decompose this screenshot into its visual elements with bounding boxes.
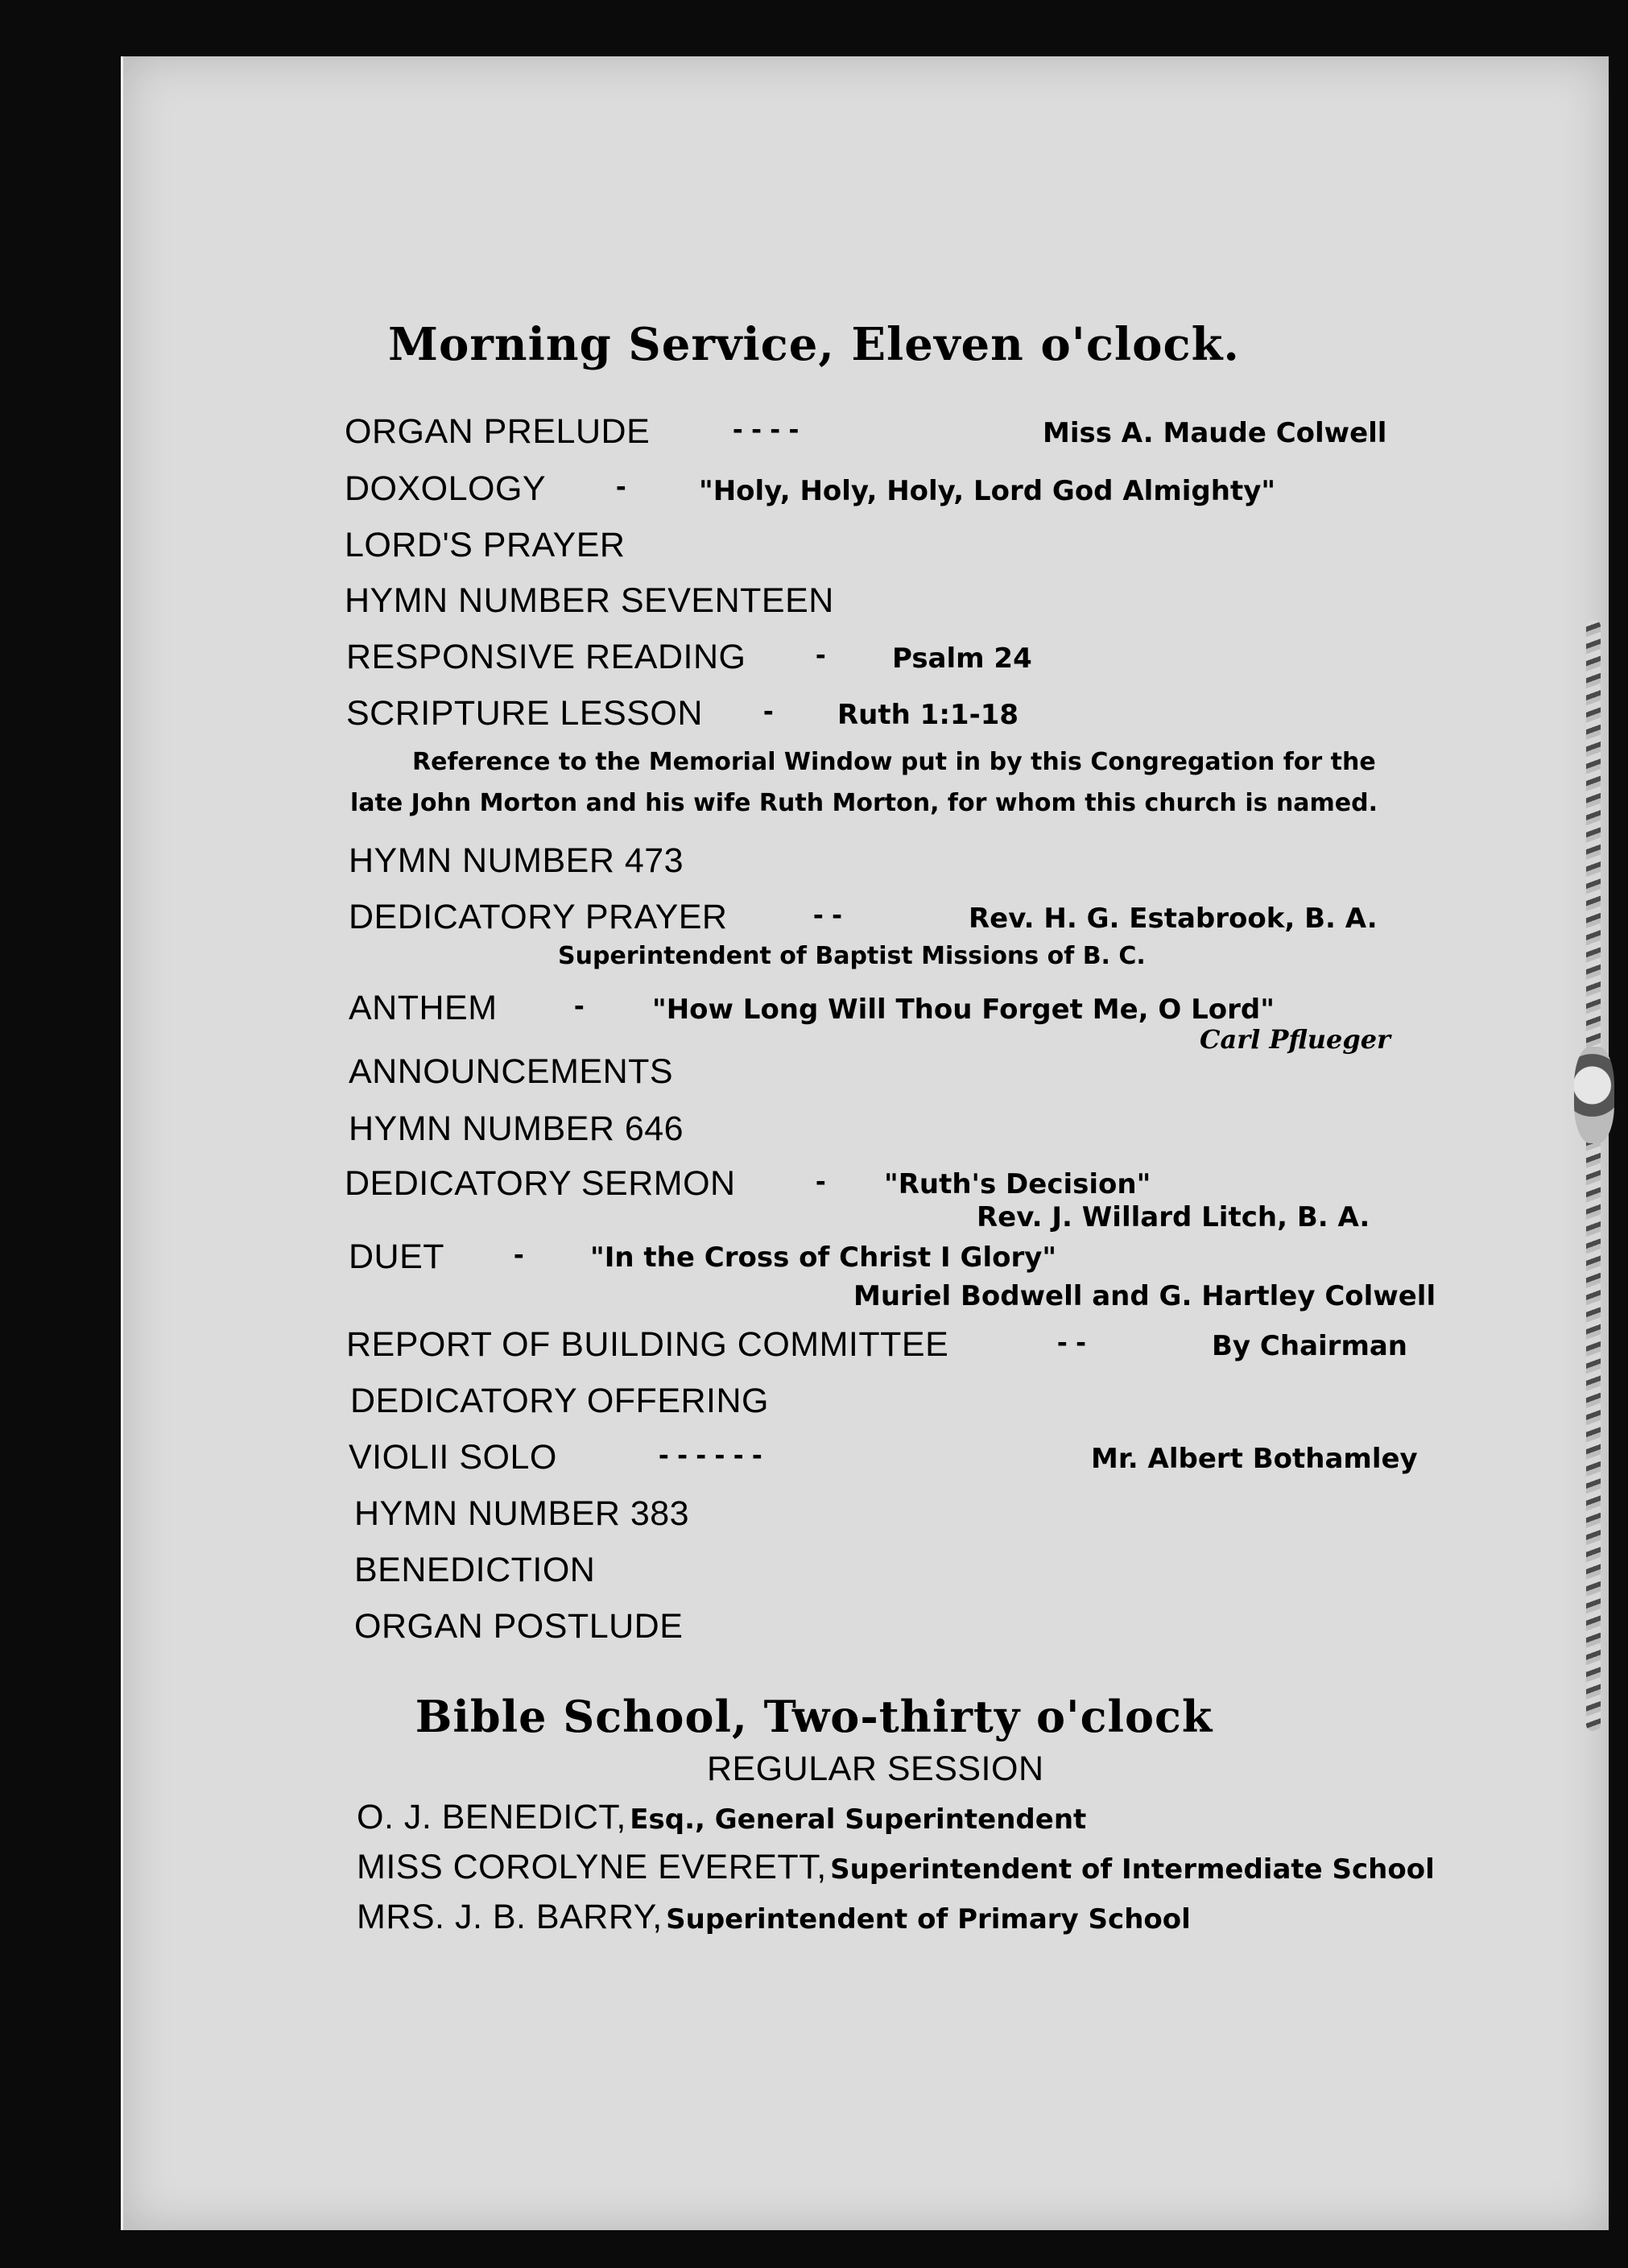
dedicatory-sermon-title: "Ruth's Decision" (884, 1168, 1151, 1200)
staff-name: O. J. BENEDICT, (357, 1798, 626, 1836)
building-committee-label: REPORT OF BUILDING COMMITTEE (346, 1325, 949, 1364)
responsive-reading-label: RESPONSIVE READING (346, 638, 746, 676)
organ-prelude-label: ORGAN PRELUDE (345, 412, 651, 451)
hymn-473-label: HYMN NUMBER 473 (349, 841, 684, 880)
organ-postlude-label: ORGAN POSTLUDE (354, 1607, 684, 1646)
duet-performers: Muriel Bodwell and G. Hartley Colwell (853, 1280, 1436, 1312)
violin-solo-performer: Mr. Albert Bothamley (1091, 1443, 1418, 1475)
organ-prelude-dashes: - - - - (733, 412, 800, 446)
benediction-label: BENEDICTION (354, 1551, 596, 1589)
duet-title: "In the Cross of Christ I Glory" (590, 1241, 1057, 1274)
binding-cord (1586, 620, 1601, 1731)
dedicatory-offering-label: DEDICATORY OFFERING (350, 1382, 769, 1420)
doxology-title: "Holy, Holy, Holy, Lord God Almighty" (699, 475, 1276, 507)
doxology-dash: - (616, 469, 626, 503)
duet-dash: - (514, 1237, 524, 1271)
memorial-note-line-1: Reference to the Memorial Window put in by this Congregation for the (412, 748, 1376, 776)
staff-row (357, 1848, 1435, 1887)
violin-solo-label: VIOLII SOLO (349, 1438, 557, 1477)
binding-knot (1574, 1047, 1614, 1143)
memorial-note-line-2: late John Morton and his wife Ruth Morton, for whom this church is named. (350, 789, 1378, 817)
violin-solo-dashes: - - - - - - (659, 1438, 762, 1472)
scripture-lesson-label: SCRIPTURE LESSON (346, 694, 703, 733)
staff-role: Esq., General Superintendent (630, 1803, 1087, 1836)
staff-row (357, 1898, 1191, 1937)
dedicatory-prayer-dashes: - - (813, 898, 842, 932)
organ-prelude-performer: Miss A. Maude Colwell (1043, 417, 1387, 449)
dedicatory-prayer-minister-title: Superintendent of Baptist Missions of B. C. (558, 942, 1146, 970)
bible-school-heading: Bible School, Two-thirty o'clock (415, 1691, 1213, 1742)
duet-label: DUET (349, 1237, 445, 1276)
dedicatory-sermon-dash: - (816, 1164, 826, 1198)
scripture-lesson-dash: - (763, 694, 774, 728)
anthem-title: "How Long Will Thou Forget Me, O Lord" (652, 994, 1275, 1026)
anthem-composer: Carl Pflueger (1200, 1024, 1390, 1055)
hymn-383-label: HYMN NUMBER 383 (354, 1494, 690, 1533)
scripture-lesson-reference: Ruth 1:1-18 (837, 699, 1019, 731)
responsive-reading-psalm: Psalm 24 (892, 642, 1032, 675)
building-committee-dashes: - - (1057, 1325, 1086, 1359)
building-committee-presenter: By Chairman (1212, 1330, 1408, 1362)
announcements-label: ANNOUNCEMENTS (349, 1052, 674, 1091)
dedicatory-prayer-minister: Rev. H. G. Estabrook, B. A. (969, 903, 1378, 935)
anthem-label: ANTHEM (349, 989, 498, 1027)
staff-name: MRS. J. B. BARRY, (357, 1898, 663, 1936)
dedicatory-prayer-label: DEDICATORY PRAYER (349, 898, 728, 936)
staff-row (357, 1798, 1086, 1837)
hymn-seventeen-label: HYMN NUMBER SEVENTEEN (345, 581, 834, 620)
regular-session-label: REGULAR SESSION (707, 1750, 1044, 1788)
dedicatory-sermon-label: DEDICATORY SERMON (345, 1164, 736, 1203)
staff-role: Superintendent of Intermediate School (830, 1853, 1435, 1886)
dedicatory-sermon-preacher: Rev. J. Willard Litch, B. A. (977, 1201, 1370, 1233)
anthem-dash: - (574, 989, 585, 1022)
staff-name: MISS COROLYNE EVERETT, (357, 1848, 827, 1886)
hymn-646-label: HYMN NUMBER 646 (349, 1109, 684, 1148)
lords-prayer-label: LORD'S PRAYER (345, 526, 626, 564)
doxology-label: DOXOLOGY (345, 469, 547, 508)
morning-service-heading: Morning Service, Eleven o'clock. (388, 318, 1240, 371)
responsive-reading-dash: - (816, 638, 826, 671)
staff-role: Superintendent of Primary School (666, 1903, 1191, 1935)
